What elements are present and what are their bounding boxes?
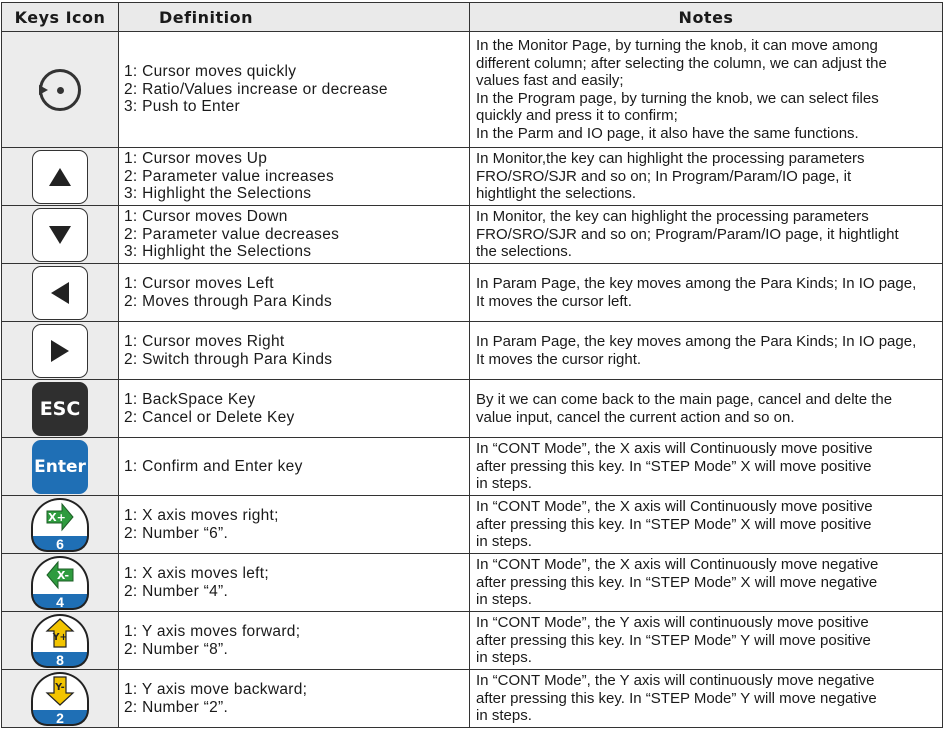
- key-number: 8: [31, 652, 89, 668]
- table-row: [2, 206, 943, 264]
- icon-cell: [2, 148, 119, 206]
- notes-cell: By it we can come back to the main page, cancel and delte the value input, cancel the current action and so on.: [470, 380, 943, 438]
- definition-cell: 1: Cursor moves Right 2: Switch through Para Kinds: [119, 322, 470, 380]
- key-number: 2: [31, 710, 89, 726]
- definition-cell: 1: Y axis moves forward; 2: Number “8”.: [119, 612, 470, 670]
- x-minus-label: X-: [56, 568, 70, 582]
- notes-cell: In the Monitor Page, by turning the knob, it can move among different column; after selecting the column, we can adjust the values fast and easily; In the Program page, by turning the knob, we can select files quickly and press it to confirm; In the Parm and IO page, it also have the same functions.: [470, 32, 943, 148]
- knob-icon[interactable]: [39, 69, 81, 111]
- icon-cell: [2, 206, 119, 264]
- definition-cell: 1: Y axis move backward; 2: Number “2”.: [119, 670, 470, 728]
- right-arrow-key-icon[interactable]: [32, 324, 88, 378]
- key-number: 4: [31, 594, 89, 610]
- notes-cell: In Param Page, the key moves among the Para Kinds; In IO page, It moves the cursor right.: [470, 322, 943, 380]
- table-row: [2, 554, 943, 612]
- definition-cell: 1: Cursor moves Left 2: Moves through Para Kinds: [119, 264, 470, 322]
- header-definition: Definition: [119, 3, 470, 32]
- table-row: [2, 612, 943, 670]
- keys-table: [1, 2, 943, 728]
- icon-cell: [2, 380, 119, 438]
- left-arrow-key-icon[interactable]: [32, 266, 88, 320]
- definition-cell: 1: Cursor moves Down 2: Parameter value decreases 3: Highlight the Selections: [119, 206, 470, 264]
- notes-cell: In Monitor, the key can highlight the processing parameters FRO/SRO/SJR and so on; Program/Param/IO page, it hightlight the selections.: [470, 206, 943, 264]
- up-arrow-key-icon[interactable]: [32, 150, 88, 204]
- icon-cell: [2, 438, 119, 496]
- definition-cell: 1: Confirm and Enter key: [119, 438, 470, 496]
- definition-cell: 1: X axis moves right; 2: Number “6”.: [119, 496, 470, 554]
- y-minus-label: Y-: [55, 681, 65, 693]
- icon-cell: [2, 32, 119, 148]
- key-number: 6: [31, 536, 89, 552]
- enter-key-icon[interactable]: Enter: [32, 440, 88, 494]
- table-row: [2, 32, 943, 148]
- icon-cell: [2, 612, 119, 670]
- notes-cell: In “CONT Mode”, the X axis will Continuously move positive after pressing this key. In “STEP Mode” X will move positive in steps.: [470, 496, 943, 554]
- y-minus-key-icon[interactable]: [31, 672, 89, 726]
- table-row: [2, 264, 943, 322]
- definition-cell: 1: X axis moves left; 2: Number “4”.: [119, 554, 470, 612]
- esc-key-icon[interactable]: ESC: [32, 382, 88, 436]
- definition-cell: 1: BackSpace Key 2: Cancel or Delete Key: [119, 380, 470, 438]
- icon-cell: [2, 670, 119, 728]
- table-row: [2, 438, 943, 496]
- table-row: [2, 670, 943, 728]
- table-row: [2, 496, 943, 554]
- icon-cell: [2, 264, 119, 322]
- header-notes: Notes: [470, 3, 943, 32]
- header-keys-icon: Keys Icon: [2, 3, 119, 32]
- table-row: [2, 322, 943, 380]
- notes-cell: In “CONT Mode”, the X axis will Continuously move positive after pressing this key. In “STEP Mode” X will move positive in steps.: [470, 438, 943, 496]
- y-plus-label: Y+: [52, 631, 68, 643]
- x-plus-label: X+: [48, 510, 66, 524]
- icon-cell: [2, 554, 119, 612]
- definition-cell: 1: Cursor moves Up 2: Parameter value increases 3: Highlight the Selections: [119, 148, 470, 206]
- table-row: [2, 380, 943, 438]
- y-plus-key-icon[interactable]: [31, 614, 89, 668]
- x-minus-key-icon[interactable]: [31, 556, 89, 610]
- x-plus-key-icon[interactable]: [31, 498, 89, 552]
- header-row: [2, 3, 943, 32]
- notes-cell: In “CONT Mode”, the X axis will Continuously move negative after pressing this key. In “STEP Mode” X will move negative in steps.: [470, 554, 943, 612]
- table-row: [2, 148, 943, 206]
- icon-cell: [2, 496, 119, 554]
- definition-cell: 1: Cursor moves quickly 2: Ratio/Values increase or decrease 3: Push to Enter: [119, 32, 470, 148]
- notes-cell: In Param Page, the key moves among the Para Kinds; In IO page, It moves the cursor left.: [470, 264, 943, 322]
- notes-cell: In “CONT Mode”, the Y axis will continuously move negative after pressing this key. In “STEP Mode” Y will move negative in steps.: [470, 670, 943, 728]
- down-arrow-key-icon[interactable]: [32, 208, 88, 262]
- notes-cell: In “CONT Mode”, the Y axis will continuously move positive after pressing this key. In “STEP Mode” Y will move positive in steps.: [470, 612, 943, 670]
- icon-cell: [2, 322, 119, 380]
- notes-cell: In Monitor,the key can highlight the processing parameters FRO/SRO/SJR and so on; In Program/Param/IO page, it hightlight the selections.: [470, 148, 943, 206]
